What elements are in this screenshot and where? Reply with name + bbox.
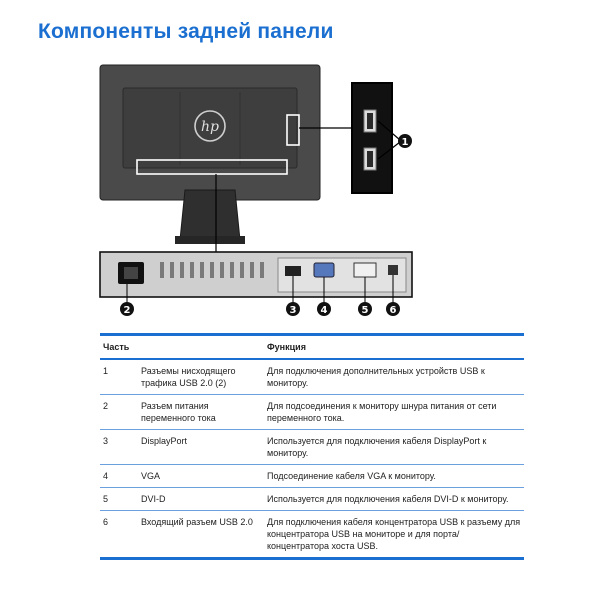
svg-text:3: 3 [289,305,297,316]
table-row [100,488,524,511]
monitor-stand [180,190,240,240]
row-part: Входящий разъем USB 2.0 [141,517,253,527]
hp-logo-text: hp [201,119,219,135]
row-part: DVI-D [141,494,166,504]
row-part: Разъем питания переменного тока [141,401,216,423]
row-part: Разъемы нисходящего трафика USB 2.0 (2) [141,366,236,388]
row-number: 4 [103,471,109,481]
page-title: Компоненты задней панели [38,20,334,43]
row-function: Для подсоединения к монитору шнура питания от сети переменного тока. [267,401,497,423]
usb-upstream-port-icon [388,265,398,275]
table-row [100,395,524,430]
row-number: 5 [103,494,109,504]
dvi-port-icon [354,263,376,277]
row-function: Для подключения дополнительных устройств USB к монитору. [267,366,485,388]
row-number: 2 [103,401,109,411]
row-number: 6 [103,517,109,527]
components-table [100,333,524,560]
header-function: Функция [267,342,306,352]
row-part: DisplayPort [141,436,188,446]
svg-text:2: 2 [123,305,131,316]
row-part: VGA [141,471,161,481]
row-number: 3 [103,436,109,446]
table-header-row [100,335,524,360]
svg-text:5: 5 [361,305,369,316]
vga-port-icon [314,263,334,277]
svg-text:1: 1 [401,137,409,148]
row-function: Подсоединение кабеля VGA к монитору. [267,471,436,481]
svg-text:6: 6 [389,305,397,316]
table-row [100,465,524,488]
row-number: 1 [103,366,109,376]
row-function: Используется для подключения кабеля DisplayPort к монитору. [267,436,487,458]
row-function: Для подключения кабеля концентратора USB к разъему для концентратора USB на мониторе и для порта/концентратора хоста USB. [267,517,521,551]
header-part: Часть [103,342,130,352]
table-row [100,511,524,559]
row-function: Используется для подключения кабеля DVI-D к монитору. [267,494,509,504]
svg-text:4: 4 [320,305,328,316]
usb-inset [352,83,392,193]
table-row [100,430,524,465]
table-row [100,359,524,395]
displayport-icon [285,266,301,276]
